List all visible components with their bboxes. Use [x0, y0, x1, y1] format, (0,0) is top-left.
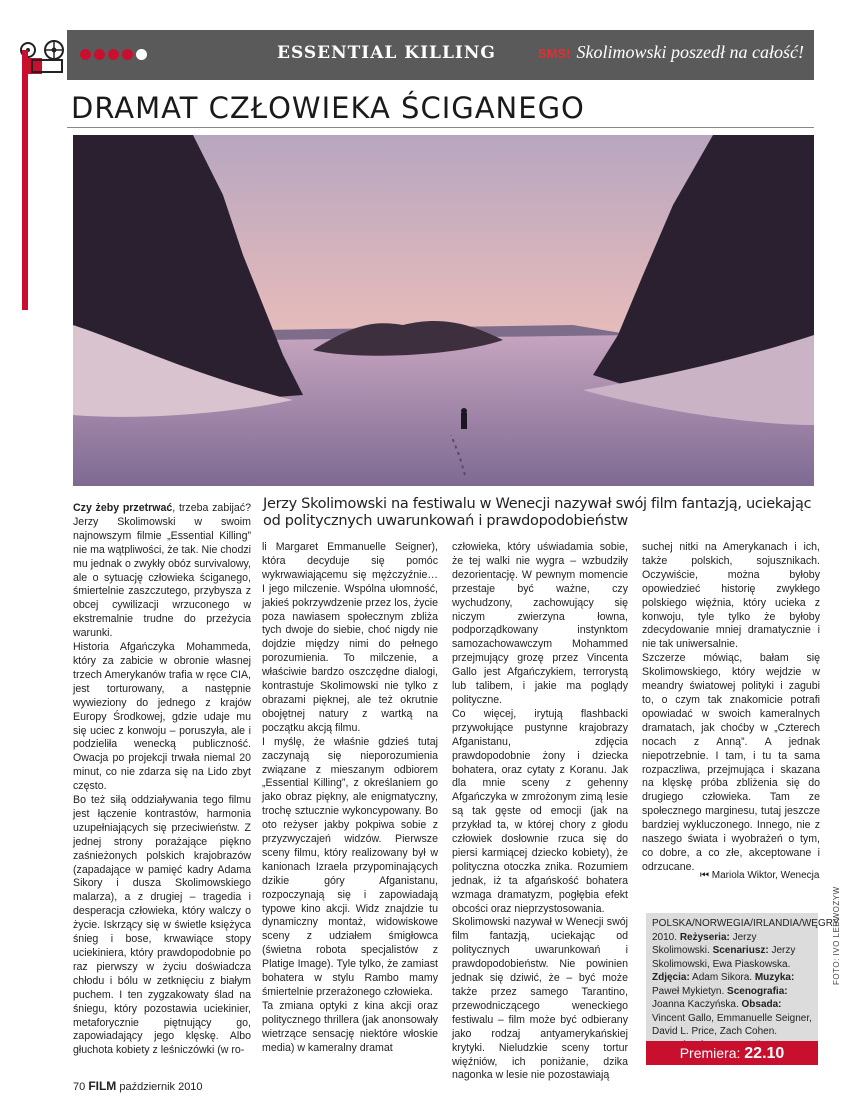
credit-value: Vincent Gallo, Emmanuelle Seigner, David L. Price, Zach Cohen.: [652, 1012, 812, 1037]
credit-value: Adam Sikora.: [692, 972, 753, 983]
divider: [67, 127, 814, 128]
paragraph: I myślę, że właśnie gdzieś tutaj zaczynają się nieporozumienia związane z mieszanym odbiorem „Essential Killing”, z określaniem go jako obraz piękny, ale enigmatyczny, trochę sztucznie wykoncypowany. Bo oto reżyser jakby pokpiwa sobie z przyzwyczajeń widzów. Pierwsze sceny filmu, który realizowany był w kanionach Izraela przypominających dzikie góry Afganistanu, rozpoczynają się i zapowiadają typowe kino akcji. Widz znajdzie tu dynamiczny montaż, widowiskowe sceny z udziałem śmigłowca (świetna robota specjalistów z Platige Image). Tyle tylko, że zamiast bohatera w stylu Rambo mamy śmiertelnie przerażonego człowieka.: [262, 735, 438, 998]
paragraph: Co więcej, irytują flashbacki przywołujące pustynne krajobrazy Afganistanu, zdjęcia prawdopodobnie żony i dziecka bohatera, oraz cytaty z Koranu. Jak dla mnie sceny z gehenny Afgańczyka w zmrożonym zimą lesie są tak gęste od emocji (jak na przykład ta, w której chory z głodu człowiek dosłownie rzuca się do piersi karmiącej dziecko kobiety), że polityczna otoczka znika. Rozumiem jednak, iż ta afgańskość bohatera wzmaga dramatyzm, pogłębia efekt obcości oraz nieprzystosowania.: [452, 707, 628, 915]
sms-label: SMS!: [538, 46, 571, 61]
paragraph: Ta zmiana optyki z kina akcji oraz politycznego thrillera (jak anonsowały wietrzące sensację niektóre włoskie media) w kameralny dramat: [262, 999, 438, 1054]
article-headline: DRAMAT CZŁOWIEKA ŚCIGANEGO: [71, 91, 585, 125]
section-header-bar: [67, 30, 814, 80]
rewind-icon: ⏮: [700, 870, 709, 881]
text-column-2: [262, 541, 438, 1056]
article-lead: Jerzy Skolimowski na festiwalu w Wenecji nazywał swój film fantazją, uciekając od politycznych uwarunkowań i prawdopodobieństw: [263, 496, 812, 529]
promo-tagline: Skolimowski poszedł na całość!: [576, 42, 804, 62]
paragraph: Historia Afgańczyka Mohammeda, który za zabicie w obronie własnej trzech Amerykanów trafia w ręce CIA, jest torturowany, a następnie wywieziony do jednego z krajów Europy Środkowej, gdzie udaje mu się uciec z konwoju – poruszyła, ale i podzieliła wenecką publiczność. Owacja po projekcji trwała niemal 20 minut, co nie zdarza się na Lido zbyt często.: [73, 641, 251, 793]
premiere-label: Premiera:: [679, 1045, 741, 1061]
paragraph: Bo też siłą oddziaływania tego filmu jest łączenie kontrastów, harmonia uzupełniających się przeciwieństw. Z jednej strony porażające piękno zaśnieżonych polskich krajobrazów (zapadające w pamięć kadry Adama Sikory i dusza Skolimowskiego malarza), a z drugiej – tragedia i desperacja człowieka, który walczy o życie. Iskrzący się w świetle księżyca śnieg i bose, krwawiące stopy uciekiniera, który prawdopodobnie po raz pierwszy w życiu doświadcza chłodu i bólu w zetknięciu z białym puchem. I ten zygzakowaty ślad na śniegu, który pozostawia uciekinier, metaforycznie piętnujący go, zapowiadający jego klęskę. Albo głuchota kobiety z leśniczówki (w ro-: [73, 794, 251, 1057]
paragraph: Skolimowski nazywał w Wenecji swój film fantazją, uciekając od politycznych uwarunkowań i prawdopodobieństw. Nie powinien jednak się dziwić, że – być może także przez samego Tarantino, przewodniczącego weneckiego festiwalu – film może być odbierany jako rodzaj antyamerykańskiej krytyki. Nieludzkie sceny tortur więźniów, ich poniżanie, dzika nagonka w lesie nie pozostawiają: [452, 916, 628, 1082]
promo-text: [538, 42, 804, 63]
text-column-1: [73, 502, 251, 1058]
page-footer: [73, 1079, 203, 1093]
credit-value: Jerzy Skolimowski, Ewa Piaskowska.: [652, 945, 796, 970]
author-name: Mariola Wiktor, Wenecja: [711, 870, 820, 881]
magazine-name: FILM: [88, 1079, 117, 1093]
paragraph: człowieka, który uświadamia sobie, że tej walki nie wygra – wzbudziły dezorientację. W pewnym momencie przestaje być ważne, czy wychudzony, zachowujący się niczym zwierzyna łowna, podporządkowany instynktom samozachowawczym Mohammed przejmujący grozę przez Vincenta Gallo jest Afgańczykiem, terrorystą lub talibem, i jakie ma poglądy polityczne.: [452, 541, 628, 706]
credit-value: Jerzy Skolimowski.: [652, 931, 757, 956]
page-number: 70: [73, 1081, 86, 1093]
credit-label: Reżyseria:: [679, 931, 730, 943]
paragraph: , trzeba zabijać? Jerzy Skolimowski w swoim najnowszym filmie „Essential Killing” nie ma wątpliwości, że tak. Nie chodzi mu jednak o zwykły obóz survivalowy, ale o sytuację człowieka ściganego, śmiertelnie zaszczutego, przybysza z obcej cywilizacji wrzuconego w ekstremalnie trudne do przeżycia warunki.: [73, 502, 251, 640]
text-column-4: [642, 541, 820, 875]
credit-label: Muzyka:: [754, 972, 795, 983]
drop-in-phrase: Czy żeby przetrwać: [73, 502, 173, 514]
credit-label: Obsada:: [741, 999, 782, 1010]
credit-value: Joanna Kaczyńska.: [652, 999, 739, 1010]
photo-credit: FOTO: IVO LEDWOZYW: [832, 886, 841, 985]
paragraph: suchej nitki na Amerykanach i ich, także polskich, sojusznikach. Oczywiście, można byłoby opowiedzieć historię zwykłego polskiego więźnia, który ucieka z konwoju, tyle tylko że byłoby zdecydowanie mniej dramatycznie i nie tak uniwersalnie.: [642, 541, 820, 651]
premiere-banner: [646, 1041, 818, 1065]
paragraph: li Margaret Emmanuelle Seigner), która decyduje się pomóc wykrwawiającemu się mężczyźnie… I jego milczenie. Wspólna ułomność, jakieś pokrzywdzenie przez los, życie poza nawiasem społecznym zbliża tych dwoje do siebie, choć nigdy nie dojdzie między nimi do pełnego porozumienia. To milczenie, a właściwie bardzo oszczędne dialogi, kontrastuje Skolimowski nie tylko z obrazami pięknej, ale też okrutnie obojętnej natury z wartką na początku akcją filmu.: [262, 541, 438, 734]
credit-label: Zdjęcia:: [652, 972, 690, 983]
rating-dots: [80, 49, 147, 60]
text-column-3: [452, 541, 628, 1083]
issue-date: październik 2010: [119, 1081, 203, 1093]
section-title: ESSENTIAL KILLING: [277, 43, 496, 63]
credit-label: Scenografia:: [727, 985, 788, 997]
credit-countries: POLSKA/NORWEGIA/IRLANDIA/WĘGRY 2010.: [652, 918, 840, 943]
credit-label: Scenariusz:: [712, 945, 769, 956]
premiere-date: 22.10: [744, 1045, 785, 1062]
article-photo: [73, 135, 814, 486]
author-byline: [700, 870, 819, 881]
credit-value: Paweł Mykietyn.: [652, 985, 725, 997]
paragraph: Szczerze mówiąc, bałam się Skolimowskiego, który wejdzie w meandry światowej polityki i zagubi to, o czym tak znakomicie potrafi opowiadać w swoich kameralnych dramatach, jak choćby w „Czterech nocach z Anną”. A jednak niepotrzebnie. I tam, i tu ta sama rozpaczliwa, przejmująca i skazana na klęskę próba zbliżenia się do drugiego człowieka. Tam ze społecznego marginesu, tutaj jeszcze bardziej wykluczonego. Innego, nie z naszego świata i wyobrażeń o tym, co dobre, a co złe, akceptowane i odrzucane.: [642, 652, 820, 873]
accent-bar: [22, 50, 28, 310]
